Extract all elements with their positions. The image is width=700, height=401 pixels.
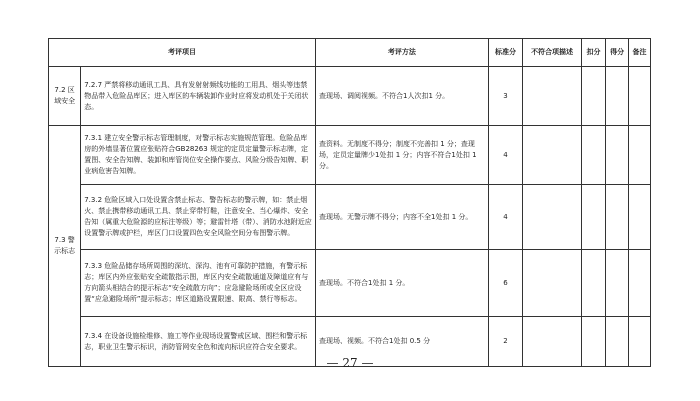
obtained-cell [606,126,629,185]
deduct-cell [581,250,605,317]
item-cell: 7.3.1 建立安全警示标志管理制度，对警示标志实施规范管理。危险品库房的外墙显著位置应张贴符合GB28263 规定的定员定量警示标志牌，定置图、安全告知牌、装卸和库管岗位安全操作要点、风险分级告知牌、职业病危害告知牌。 [81,126,316,185]
method-cell: 查现场。无警示牌不得分；内容不全1处扣 1 分。 [316,185,489,250]
score-cell: 4 [488,185,523,250]
nonconform-cell [523,126,582,185]
method-cell: 查现场。不符合1处扣 1 分。 [316,250,489,317]
header-nonconform: 不符合项描述 [523,39,582,67]
table-header-row [49,39,651,67]
table-row [49,185,651,250]
table-row [49,250,651,317]
obtained-cell [606,67,629,126]
deduct-cell [581,126,605,185]
obtained-cell [606,250,629,317]
deduct-cell [581,67,605,126]
deduct-cell [581,185,605,250]
item-cell: 7.3.2 危险区域入口处设置含禁止标志、警告标志的警示牌，如：禁止烟火、禁止携带移动通讯工具、禁止穿带钉鞋，注意安全、当心爆炸、安全告知（属重大危险源的应标注等级）等；避雷针塔（带）、消防水池附近应设置警示牌或护栏，库区门口设置四色安全风险空间分布图警示牌。 [81,185,316,250]
method-cell: 查现场、调阅视频。不符合1人次扣1 分。 [316,67,489,126]
score-cell: 3 [488,67,523,126]
header-score: 标准分 [488,39,523,67]
table-row [49,67,651,126]
table-row [49,126,651,185]
header-obtained: 得分 [606,39,629,67]
method-cell: 查现场、视频。不符合1处扣 0.5 分 [316,317,489,367]
remark-cell [629,67,651,126]
remark-cell [629,250,651,317]
category-cell: 7.3 警示标志 [49,126,81,367]
method-cell: 查资料。无制度不得分；制度不完善扣 1 分；查现场，定员定量牌少1处扣 1 分；内容不符合1处扣 1 分。 [316,126,489,185]
page-number: — 27 — [326,356,374,370]
nonconform-cell [523,185,582,250]
nonconform-cell [523,250,582,317]
nonconform-cell [523,67,582,126]
category-cell: 7.2 区域安全 [49,67,81,126]
item-cell: 7.2.7 严禁将移动通讯工具、具有发射射频线功能的工用具、烟头等违禁物品带入危险品库区；进入库区的车辆装卸作业时应将发动机处于关闭状态。 [81,67,316,126]
header-item: 考评项目 [49,39,316,67]
item-cell: 7.3.4 在设备设施检维修、施工等作业现场设置警戒区域、围栏和警示标志，职业卫生警示标识，消防管网安全色和流向标识应符合安全要求。 [81,317,316,367]
score-cell: 4 [488,126,523,185]
score-cell: 6 [488,250,523,317]
header-method: 考评方法 [316,39,489,67]
remark-cell [629,185,651,250]
score-cell: 2 [488,317,523,367]
remark-cell [629,126,651,185]
header-deduct: 扣分 [581,39,605,67]
item-cell: 7.3.3 危险品储存场所周围的深坑、深沟、池有可靠防护措施，有警示标志；库区内外应张贴安全疏散指示图，库区内安全疏散通道及障道应有与方向箭头相结合的提示标志“安全疏散方向”；应急避险场所或全区应设置“应急避险场所”提示标志；库区道路设置限速、限高、禁行等标志。 [81,250,316,317]
obtained-cell [606,185,629,250]
header-remark: 备注 [629,39,651,67]
evaluation-table [48,38,651,367]
